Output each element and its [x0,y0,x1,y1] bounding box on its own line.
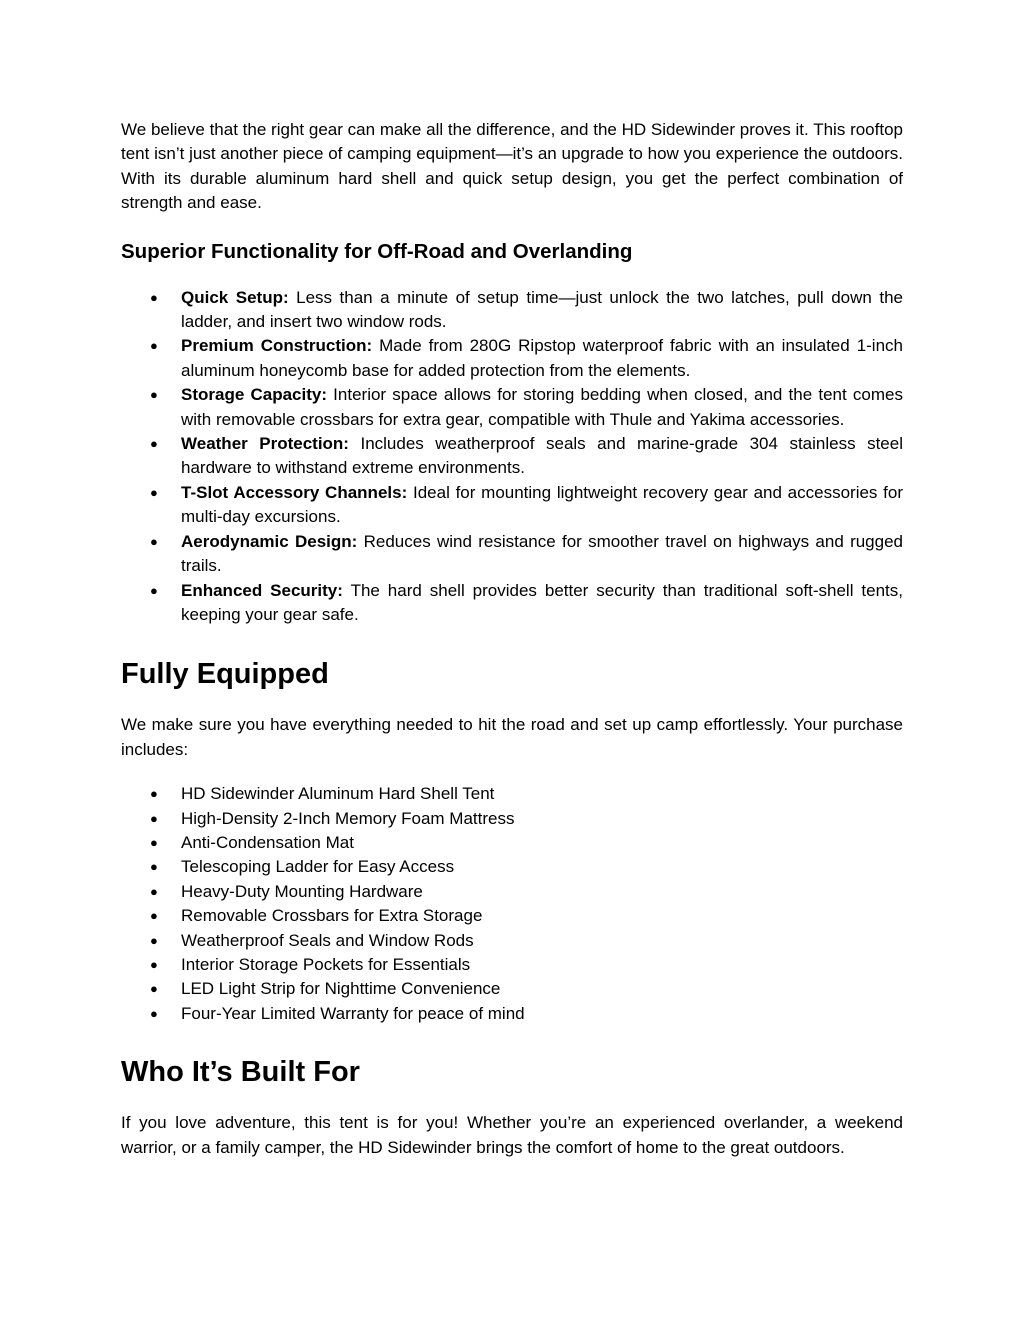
bullet-icon: ● [150,387,158,403]
list-item [121,904,903,928]
feature-text: Reduces wind resistance for smoother travel on highways and rugged trails. [181,531,904,576]
feature-title: T-Slot Accessory Channels: [181,482,408,502]
list-item [121,1002,903,1026]
include-item-text: Four-Year Limited Warranty for peace of mind [181,1003,525,1023]
feature-title: Weather Protection: [181,434,349,454]
list-item [121,383,903,432]
bullet-icon: ● [150,289,158,305]
bullet-icon: ● [150,883,158,899]
include-item-text: Removable Crossbars for Extra Storage [181,906,483,926]
list-item [121,831,903,855]
bullet-icon: ● [150,908,158,924]
functionality-heading: Superior Functionality for Off-Road and Overlanding [121,239,633,263]
intro-paragraph: We believe that the right gear can make all the difference, and the HD Sidewinder proves it. This rooftop tent isn’t just another piece of camping equipment—it’s an upgrade to how you experience the outdoors. With its durable aluminum hard shell and quick setup design, you get the perfect combination of strength and ease. [121,120,903,213]
features-list [121,286,903,628]
include-item-text: High-Density 2-Inch Memory Foam Mattress [181,808,515,828]
feature-text: Ideal for mounting lightweight recovery gear and accessories for multi-day excursions. [181,482,903,527]
bullet-icon: ● [150,834,158,850]
list-item [121,855,903,879]
include-item-text: Anti-Condensation Mat [181,832,354,852]
equipped-intro-paragraph: We make sure you have everything needed to hit the road and set up camp effortlessly. Your purchase includes: [121,715,903,759]
bullet-icon: ● [150,436,158,452]
feature-text: The hard shell provides better security than traditional soft-shell tents, keeping your gear safe. [181,580,904,624]
feature-text: Made from 280G Ripstop waterproof fabric with an insulated 1-inch aluminum honeycomb base for added protection from the elements. [181,336,903,380]
list-item [121,579,903,628]
list-item [121,953,903,977]
list-item [121,782,903,806]
list-item [121,807,903,831]
list-item [121,880,903,904]
feature-text: Less than a minute of setup time—just unlock the two latches, pull down the ladder, and insert two window rods. [181,287,903,332]
list-item [121,929,903,953]
bullet-icon: ● [150,533,158,549]
include-item-text: Interior Storage Pockets for Essentials [181,954,471,974]
equipped-heading: Fully Equipped [121,658,329,691]
list-item [121,334,903,383]
who-paragraph: If you love adventure, this tent is for you! Whether you’re an experienced overlander, a weekend warrior, or a family camper, the HD Sidewinder brings the comfort of home to the great outdoors. [121,1113,903,1157]
feature-text: Includes weatherproof seals and marine-grade 304 stainless steel hardware to withstand extreme environments. [181,434,903,478]
list-item [121,530,903,579]
bullet-icon: ● [150,786,158,802]
bullet-icon: ● [150,810,158,826]
bullet-icon: ● [150,859,158,875]
feature-title: Premium Construction: [181,336,373,356]
bullet-icon: ● [150,582,158,598]
list-item [121,977,903,1001]
include-item-text: LED Light Strip for Nighttime Convenience [181,979,501,999]
bullet-icon: ● [150,981,158,997]
bullet-icon: ● [150,932,158,948]
feature-text: Interior space allows for storing bedding when closed, and the tent comes with removable crossbars for extra gear, compatible with Thule and Yakima accessories. [181,385,903,429]
bullet-icon: ● [150,484,158,500]
includes-list [121,782,903,1026]
list-item [121,432,903,481]
list-item [121,481,903,530]
include-item-text: Weatherproof Seals and Window Rods [181,930,474,950]
who-heading: Who It’s Built For [121,1056,360,1089]
list-item [121,286,903,335]
include-item-text: Telescoping Ladder for Easy Access [181,857,455,877]
feature-title: Aerodynamic Design: [181,531,358,551]
feature-title: Enhanced Security: [181,580,343,600]
bullet-icon: ● [150,338,158,354]
bullet-icon: ● [150,1005,158,1021]
feature-title: Storage Capacity: [181,385,327,405]
feature-title: Quick Setup: [181,287,289,307]
include-item-text: Heavy-Duty Mounting Hardware [181,881,423,901]
bullet-icon: ● [150,956,158,972]
include-item-text: HD Sidewinder Aluminum Hard Shell Tent [181,784,495,804]
